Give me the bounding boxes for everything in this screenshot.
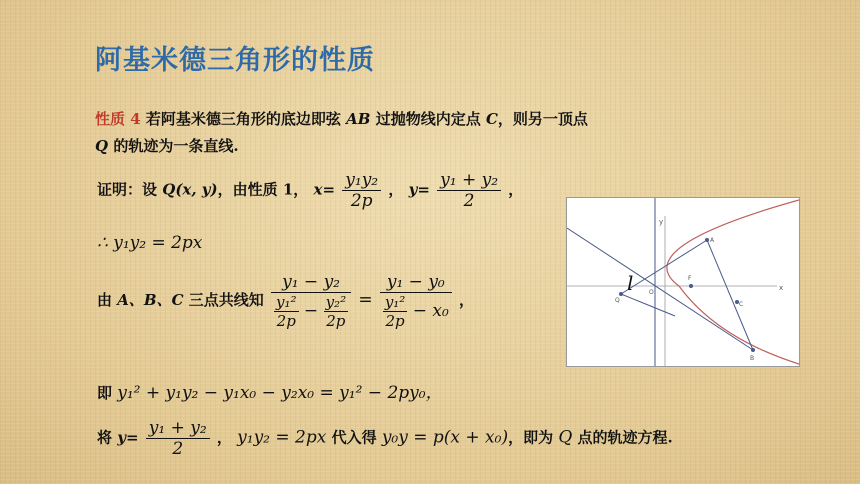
label-x: x <box>779 284 784 292</box>
q-to-chord-line <box>621 294 675 316</box>
property-text-1: 若阿基米德三角形的底边即弦 <box>145 110 341 128</box>
slope-1-den-a-num: y₁² <box>276 293 297 311</box>
property-label: 性质 4 <box>95 110 141 128</box>
proof-collinear <box>97 272 474 330</box>
ji-label: 即 <box>97 384 113 402</box>
property-text-4: 的轨迹为一条直线. <box>113 137 239 155</box>
slope-fraction-2 <box>380 272 452 330</box>
property-line-2 <box>95 135 239 156</box>
slope-1-den-a <box>274 293 299 330</box>
expanded-equation: y₁² + y₁y₂ − y₁x₀ − y₂x₀ = y₁² − 2py₀， <box>117 383 443 403</box>
slope-1-minus: − <box>303 301 319 321</box>
final-product: y₁y₂ = 2px <box>237 427 327 448</box>
collinear-points: A、B、C <box>117 291 184 309</box>
parabola-diagram <box>567 198 799 366</box>
x-fraction <box>342 170 381 211</box>
parabola-curve <box>667 200 799 364</box>
collinear-text-b: 三点共线知 <box>188 291 264 309</box>
slope-1-den-a-den: 2p <box>276 312 296 330</box>
property-line-1 <box>95 108 588 129</box>
slope-2-den <box>380 293 452 330</box>
slope-2-den-a-num: y₁² <box>384 293 406 311</box>
proof-line-1 <box>97 170 523 211</box>
label-l: l <box>627 271 634 295</box>
point-q-dot <box>619 292 623 296</box>
property-text-3: ，则另一顶点 <box>497 110 588 128</box>
y-fraction-num: y₁ + y₂ <box>437 170 501 191</box>
proof-intro: 证明：设 <box>97 180 158 199</box>
x-fraction-num: y₁y₂ <box>342 170 381 191</box>
label-c: C <box>739 301 744 308</box>
slope-2-num: y₁ − y₀ <box>380 272 452 293</box>
x-fraction-den: 2p <box>350 191 373 211</box>
focus-dot <box>689 284 693 288</box>
tangent-at-b <box>567 228 753 350</box>
proof-expand <box>97 378 443 403</box>
slope-2-den-a <box>383 293 408 330</box>
slope-comma: ， <box>459 291 475 309</box>
comma-2: ， <box>508 180 524 199</box>
label-f: F <box>688 275 692 282</box>
comma-1: ， <box>388 180 404 199</box>
proof-q-point: Q(x, y) <box>162 180 218 199</box>
x-equals: x= <box>313 180 336 199</box>
point-a-dot <box>705 238 709 242</box>
locus-equation: y₀y = p(x + x₀) <box>381 427 509 448</box>
slope-equals: = <box>358 290 373 310</box>
final-q: Q <box>558 427 573 448</box>
final-y-num: y₁ + y₂ <box>146 418 210 439</box>
therefore-expression: ∴ y₁y₂ = 2px <box>97 233 203 253</box>
slope-1-den <box>271 293 351 330</box>
slope-1-num: y₁ − y₂ <box>271 272 351 293</box>
slope-1-den-b <box>324 293 349 330</box>
final-text-b: 点的轨迹方程. <box>577 428 673 447</box>
slope-fraction-1 <box>271 272 351 330</box>
final-y-fraction <box>146 418 210 459</box>
property-text-2: 过抛物线内定点 <box>375 110 481 128</box>
final-comma: ， <box>216 428 232 447</box>
slide-title: 阿基米德三角形的性质 <box>95 45 375 76</box>
final-text-a: ，即为 <box>508 428 554 447</box>
final-y-den: 2 <box>172 439 184 459</box>
y-equals: y= <box>408 180 430 199</box>
label-y: y <box>659 218 664 226</box>
collinear-text-a: 由 <box>97 291 113 309</box>
y-fraction-den: 2 <box>463 191 475 211</box>
slope-1-den-b-num: y₂² <box>325 293 347 311</box>
label-o: O <box>649 289 654 296</box>
proof-therefore <box>97 233 202 253</box>
slope-2-den-b: − x₀ <box>412 301 449 321</box>
chord-ab-line <box>707 240 753 350</box>
point-c: C <box>485 110 498 128</box>
jiang-label: 将 <box>97 428 113 447</box>
label-q: Q <box>615 297 620 304</box>
label-b: B <box>750 355 755 362</box>
slope-2-den-a-den: 2p <box>385 312 405 330</box>
chord-ab: AB <box>346 110 371 128</box>
label-a: A <box>710 237 715 244</box>
point-b-dot <box>751 348 755 352</box>
proof-final <box>97 418 673 459</box>
point-q: Q <box>95 137 109 155</box>
parabola-figure <box>566 197 800 367</box>
slope-1-den-b-den: 2p <box>326 312 346 330</box>
y-fraction <box>437 170 501 211</box>
substitute-label: 代入得 <box>331 428 377 447</box>
proof-by-property-1: ，由性质 1， <box>217 180 309 199</box>
final-y-equals: y= <box>117 428 139 447</box>
